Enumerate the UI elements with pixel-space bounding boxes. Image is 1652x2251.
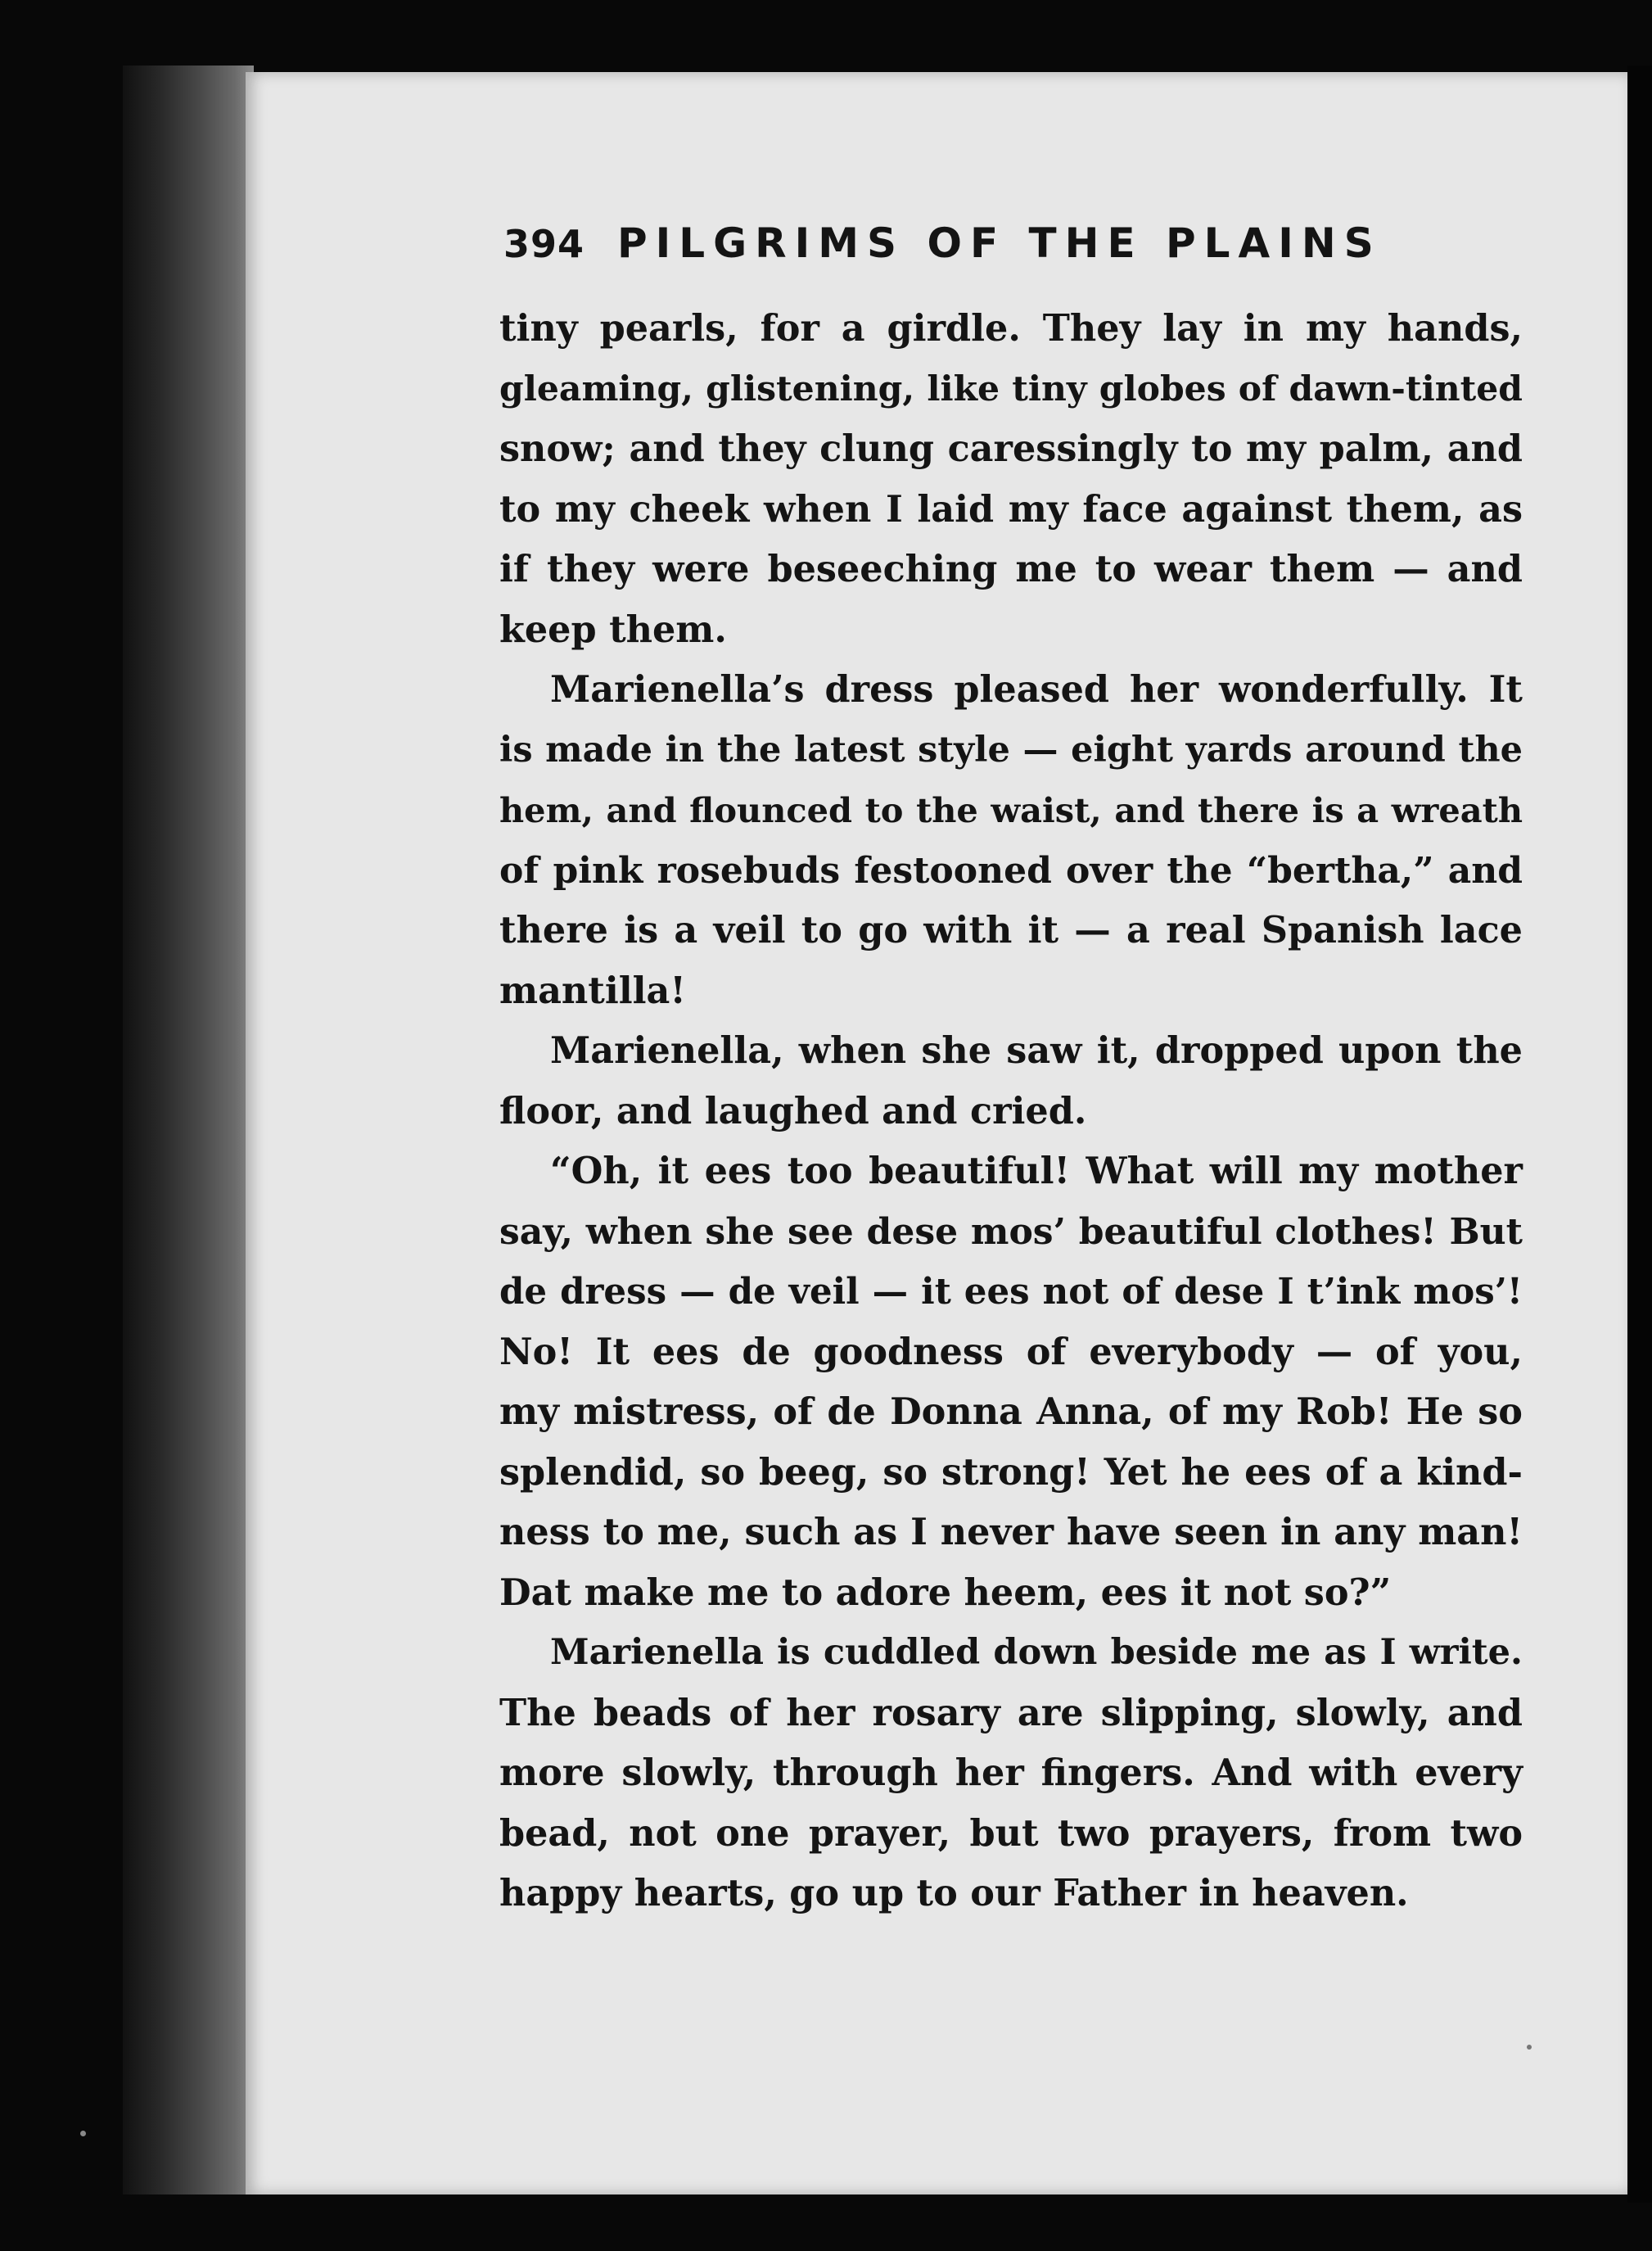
text-line: to my cheek when I laid my face against them, as <box>499 487 1523 531</box>
running-header <box>503 219 1420 277</box>
text-line: tiny pearls, for a girdle. They lay in my hands, <box>499 307 1523 350</box>
text-line: is made in the latest style — eight yards around the <box>499 729 1523 771</box>
text-line: hem, and flounced to the waist, and there is a wreath <box>499 790 1523 830</box>
scan-right-edge <box>1627 66 1652 2203</box>
scan-speck <box>80 2131 86 2136</box>
book-title: PILGRIMS OF THE PLAINS <box>617 219 1382 267</box>
page-number: 394 <box>503 222 585 266</box>
paragraph <box>499 1021 1523 1141</box>
paragraph <box>499 660 1523 1021</box>
paragraph <box>499 1623 1523 1924</box>
text-line: snow; and they clung caressingly to my palm, and <box>499 427 1523 470</box>
text-line: floor, and laughed and cried. <box>499 1089 1087 1132</box>
book-binding-edge <box>123 66 254 2194</box>
paragraph <box>499 299 1523 660</box>
text-line: keep them. <box>499 608 727 651</box>
text-line: happy hearts, go up to our Father in heaven. <box>499 1872 1409 1914</box>
text-line: mantilla! <box>499 969 686 1012</box>
text-line: there is a veil to go with it — a real Spanish lace <box>499 909 1523 951</box>
text-line: my mistress, of de Donna Anna, of my Rob! He so <box>499 1390 1523 1433</box>
text-line: de dress — de veil — it ees not of dese I t’ink mos’! <box>499 1271 1523 1313</box>
paragraph <box>499 1141 1523 1623</box>
text-line: “Oh, it ees too beautiful! What will my mother <box>550 1150 1523 1192</box>
scan-speck <box>1527 2045 1532 2050</box>
text-line: more slowly, through her fingers. And with every <box>499 1752 1523 1794</box>
text-line: Marienella’s dress pleased her wonderfully. It <box>550 668 1523 711</box>
text-line: splendid, so beeg, so strong! Yet he ees of a kind- <box>499 1450 1523 1494</box>
text-line: bead, not one prayer, but two prayers, from two <box>499 1811 1523 1855</box>
text-line: gleaming, glistening, like tiny globes of dawn-tinted <box>499 368 1523 409</box>
text-line: ness to me, such as I never have seen in any man! <box>499 1511 1523 1553</box>
text-line: Marienella, when she saw it, dropped upon the <box>550 1029 1523 1072</box>
text-line: Dat make me to adore heem, ees it not so?” <box>499 1571 1392 1614</box>
text-line: say, when she see dese mos’ beautiful clothes! But <box>499 1210 1523 1253</box>
text-line: Marienella is cuddled down beside me as I write. <box>550 1632 1523 1673</box>
text-line: of pink rosebuds festooned over the “bertha,” and <box>499 849 1523 892</box>
body-text <box>499 299 1523 1924</box>
text-line: The beads of her rosary are slipping, slowly, and <box>499 1691 1523 1734</box>
text-line: No! It ees de goodness of everybody — of you, <box>499 1330 1523 1373</box>
text-line: if they were beseeching me to wear them — and <box>499 548 1523 590</box>
